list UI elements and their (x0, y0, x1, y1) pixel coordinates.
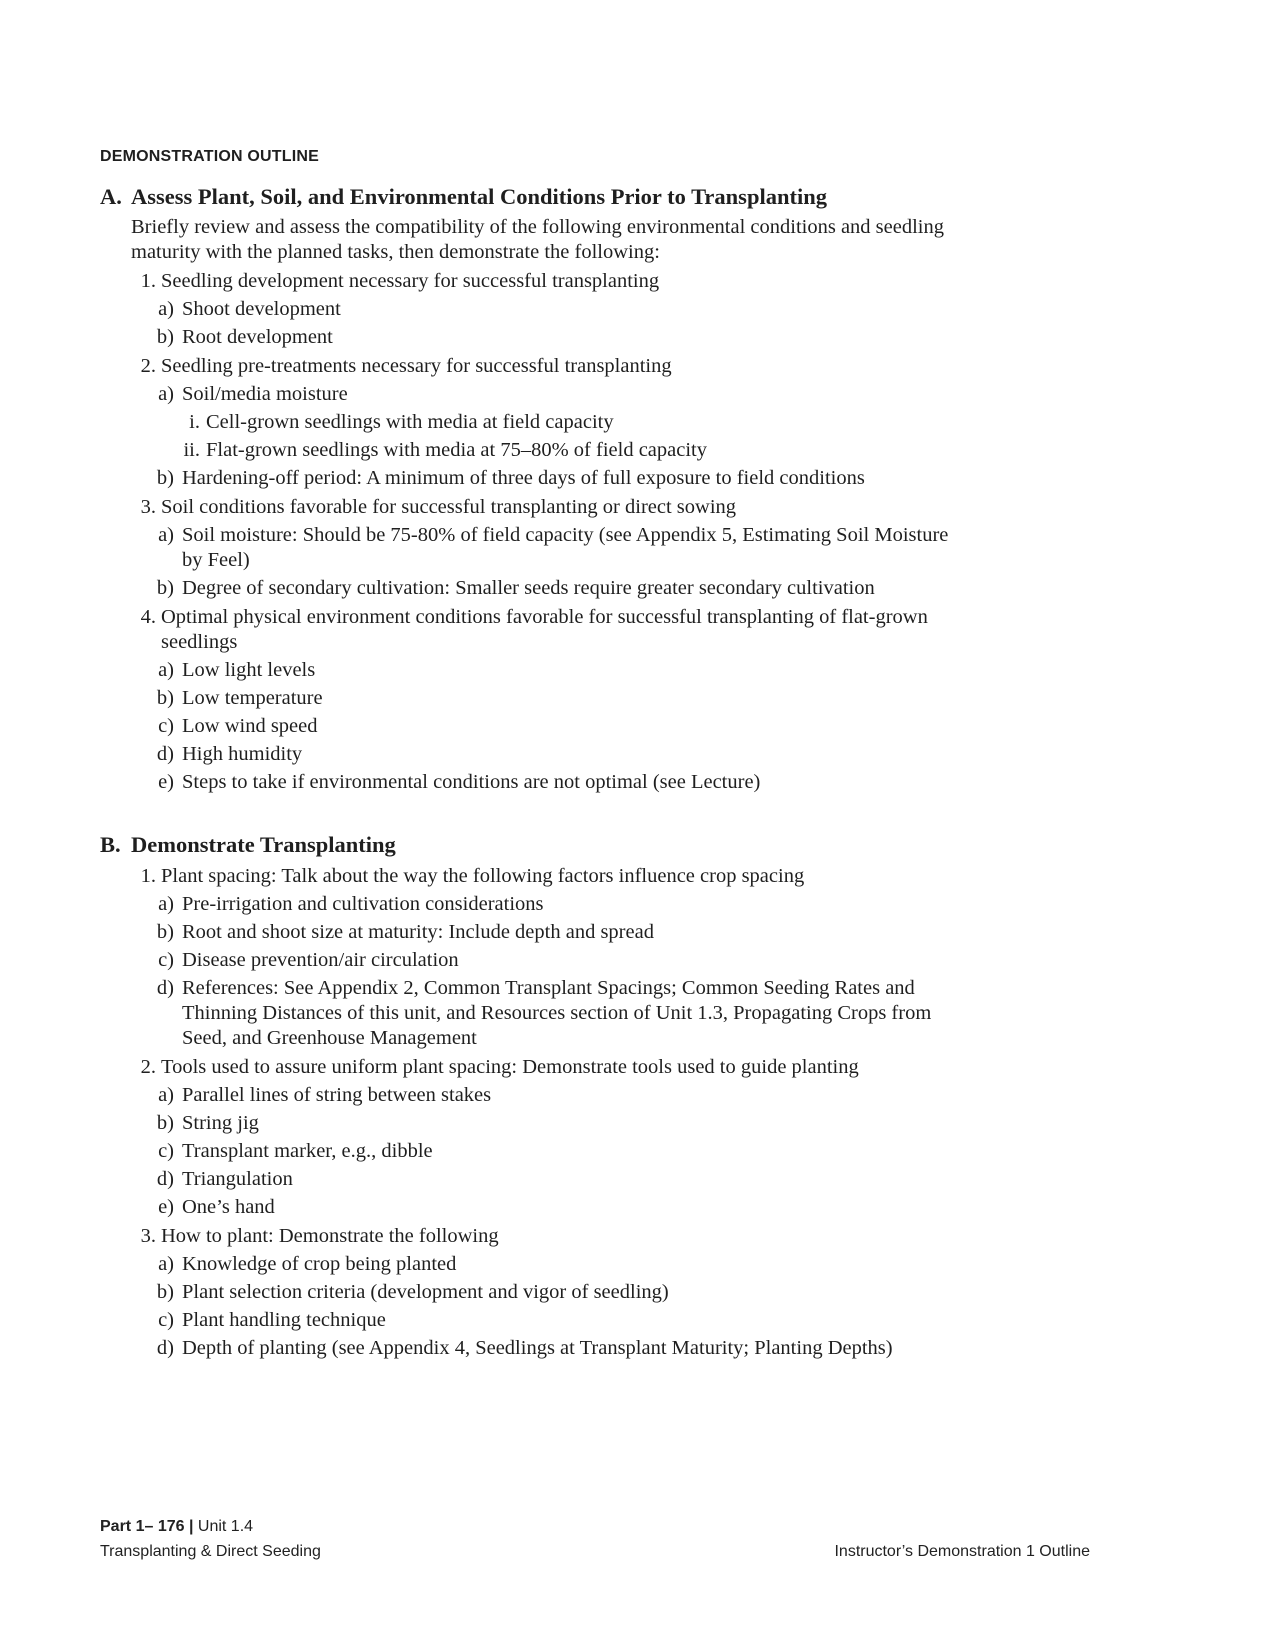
footer-unit: Unit 1.4 (197, 1518, 254, 1535)
section-title: Assess Plant, Soil, and Environmental Conditions Prior to Transplanting (131, 184, 827, 209)
list-item: a) Knowledge of crop being planted (158, 1253, 457, 1275)
list-item: e) One’s hand (158, 1196, 275, 1218)
section-letter: B. (100, 832, 121, 857)
list-item: 4. Optimal physical environment conditions favorable for successful transplanting of flat-grown seedlings (140, 606, 928, 653)
list-item: c) Low wind speed (158, 715, 318, 737)
list-item: c) Disease prevention/air circulation (158, 949, 459, 971)
list-item: a) Soil moisture: Should be 75-80% of field capacity (see Appendix 5, Estimating Soil Moisture by Feel) (158, 524, 949, 571)
list-item: 3. Soil conditions favorable for successful transplanting or direct sowing (140, 496, 737, 518)
page-label: DEMONSTRATION OUTLINE (100, 148, 320, 165)
footer-page-number (100, 1518, 253, 1536)
section-b (100, 830, 960, 1361)
list-item: b) Hardening-off period: A minimum of three days of full exposure to field conditions (156, 467, 865, 489)
list-item: a) Shoot development (158, 298, 341, 320)
footer-part: Part 1– 176 (100, 1518, 185, 1535)
list-item: 1. Seedling development necessary for successful transplanting (140, 270, 660, 292)
list-item: a) Soil/media moisture (158, 383, 348, 405)
list-item: 2. Seedling pre-treatments necessary for successful transplanting (140, 355, 672, 377)
list-item: a) Pre-irrigation and cultivation considerations (158, 893, 544, 915)
list-item: d) Depth of planting (see Appendix 4, Seedlings at Transplant Maturity; Planting Depths) (156, 1337, 893, 1359)
section-b-heading (100, 830, 960, 860)
list-item: e) Steps to take if environmental conditions are not optimal (see Lecture) (158, 771, 761, 793)
list-item: ii. Flat-grown seedlings with media at 75–80% of field capacity (183, 439, 707, 461)
list-item: 2. Tools used to assure uniform plant spacing: Demonstrate tools used to guide planting (140, 1056, 859, 1078)
list-item: i. Cell-grown seedlings with media at field capacity (189, 411, 614, 433)
list-item: b) Root development (156, 326, 333, 348)
list-item: b) String jig (156, 1112, 259, 1134)
list-item: d) References: See Appendix 2, Common Transplant Spacings; Common Seeding Rates and Thinning Distances of this unit, and Resources section of Unit 1.3, Propagating Crops from Seed, and Greenhouse Management (156, 977, 932, 1049)
section-letter: A. (100, 184, 122, 209)
section-a (100, 182, 960, 795)
list-item: d) Triangulation (156, 1168, 293, 1190)
list-item: b) Degree of secondary cultivation: Smaller seeds require greater secondary cultivation (156, 577, 875, 599)
list-item: b) Plant selection criteria (development and vigor of seedling) (156, 1281, 669, 1303)
list-item: d) High humidity (156, 743, 303, 765)
section-intro: Briefly review and assess the compatibility of the following environmental conditions and seedling maturity with the planned tasks, then demonstrate the following: (131, 216, 944, 263)
list-item: 3. How to plant: Demonstrate the following (140, 1225, 499, 1247)
list-item: b) Low temperature (156, 687, 323, 709)
list-item: c) Plant handling technique (158, 1309, 386, 1331)
list-item: c) Transplant marker, e.g., dibble (158, 1140, 433, 1162)
section-title: Demonstrate Transplanting (131, 832, 396, 857)
list-item: 1. Plant spacing: Talk about the way the following factors influence crop spacing (140, 865, 805, 887)
section-a-heading (100, 182, 960, 212)
footer-right-title: Instructor’s Demonstration 1 Outline (834, 1543, 1090, 1560)
list-item: a) Parallel lines of string between stakes (158, 1084, 492, 1106)
footer-separator: | (188, 1518, 194, 1535)
list-item: b) Root and shoot size at maturity: Include depth and spread (156, 921, 654, 943)
footer-unit-title: Transplanting & Direct Seeding (100, 1543, 321, 1560)
list-item: a) Low light levels (158, 659, 316, 681)
